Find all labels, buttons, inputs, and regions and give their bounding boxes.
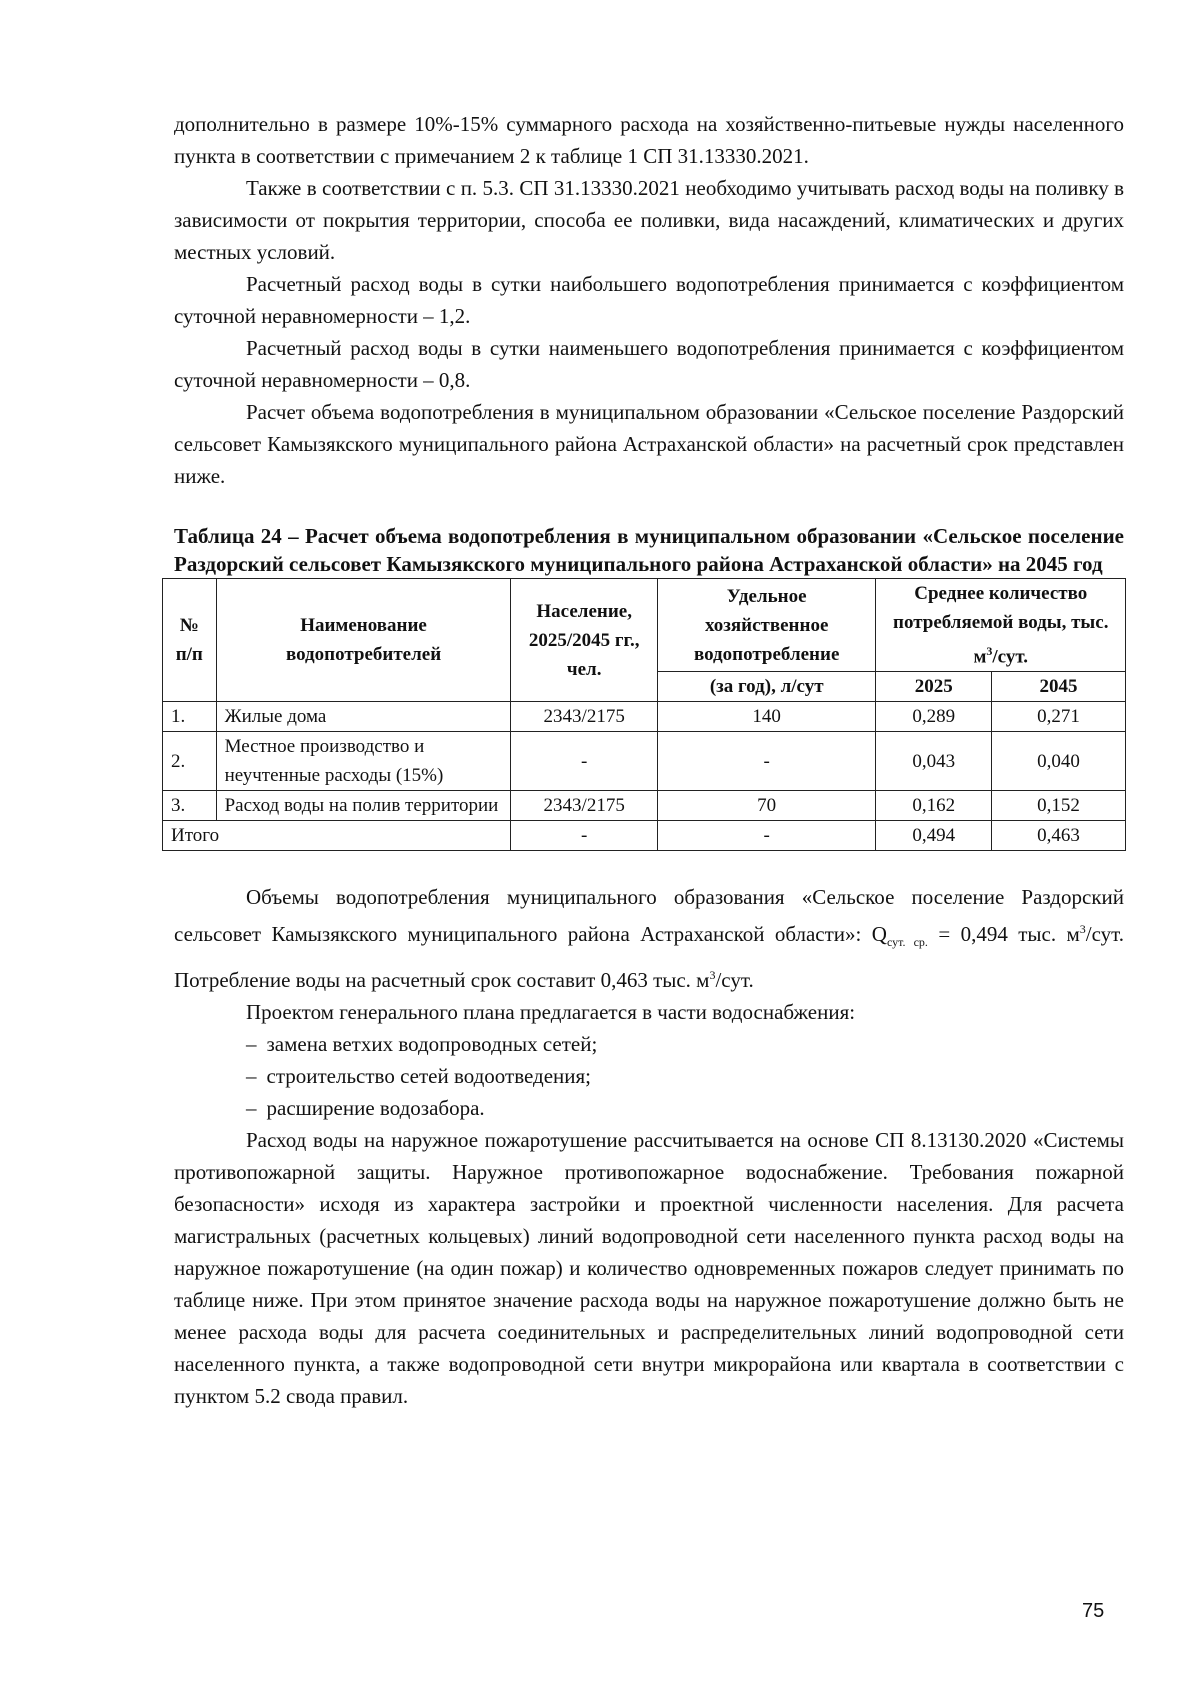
cell-2025: 0,289 — [876, 702, 991, 732]
table-row — [163, 732, 1126, 791]
cell-name: Расход воды на полив территории — [216, 791, 511, 821]
dash-mark: – — [246, 1063, 257, 1088]
paragraph-proposal: Проектом генерального плана предлагается в части водоснабжения: — [246, 999, 856, 1024]
cell-2045: 0,152 — [991, 791, 1125, 821]
dash-mark: – — [246, 1031, 257, 1056]
cell-num: 1. — [163, 702, 217, 732]
header-average — [876, 579, 1126, 672]
table-row — [163, 791, 1126, 821]
header-average-sup: 3 — [986, 644, 993, 658]
paragraph-volumes — [174, 881, 1124, 995]
cell-specific: 70 — [657, 791, 876, 821]
header-year-2025: 2025 — [876, 672, 991, 702]
volumes-text-d: /сут. — [715, 967, 754, 992]
cell-population: - — [511, 732, 657, 791]
paragraph-2: Также в соответствии с п. 5.3. СП 31.13330.2021 необходимо учитывать расход воды на поливку в зависимости от покрытия территории, способа ее поливки, вида насаждений, климатических и других местных условий. — [174, 176, 1124, 264]
list-item-text: строительство сетей водоотведения; — [266, 1063, 592, 1088]
water-consumption-table — [162, 578, 1126, 851]
volumes-text-c: /сут. Потребление воды на расчетный срок составит 0,463 тыс. м — [174, 922, 1124, 992]
header-population: Население, 2025/2045 гг., чел. — [511, 579, 657, 702]
header-year-2045: 2045 — [991, 672, 1125, 702]
cell-total-population: - — [511, 821, 657, 851]
header-name: Наименование водопотребителей — [216, 579, 511, 702]
header-specific: Удельное хозяйственное водопотребление — [657, 579, 876, 672]
cell-num: 3. — [163, 791, 217, 821]
list-item — [174, 1028, 1124, 1060]
volumes-sup-2: 3 — [709, 967, 716, 982]
volumes-text-b: = 0,494 тыс. м — [927, 922, 1080, 947]
list-item-text: расширение водозабора. — [266, 1095, 485, 1120]
volumes-sup-1: 3 — [1079, 922, 1086, 937]
paragraph-1: дополнительно в размере 10%-15% суммарного расхода на хозяйственно-питьевые нужды населенного пункта в соответствии с примечанием 2 к таблице 1 СП 31.13330.2021. — [174, 112, 1124, 168]
paragraph-fire: Расход воды на наружное пожаротушение рассчитывается на основе СП 8.13130.2020 «Системы противопожарной защиты. Наружное противопожарное водоснабжение. Требования пожарной безопасности» исходя из характера застройки и проектной численности населения. Для расчета магистральных (расчетных кольцевых) линий водопроводной сети населенного пункта расход воды на наружное пожаротушение (на один пожар) и количество одновременных пожаров следует принимать по таблице ниже. При этом принятое значение расхода воды на наружное пожаротушение должно быть не менее расхода воды для расчета соединительных и распределительных линий водопроводной сети населенного пункта, а также водопроводной сети внутри микрорайона или квартала в соответствии с пунктом 5.2 свода правил. — [174, 1127, 1124, 1408]
cell-total-specific: - — [657, 821, 876, 851]
paragraph-5: Расчет объема водопотребления в муниципальном образовании «Сельское поселение Раздорский сельсовет Камызякского муниципального района Астраханской области» на расчетный срок представлен ниже. — [174, 400, 1124, 488]
cell-2025: 0,043 — [876, 732, 991, 791]
cell-name: Жилые дома — [216, 702, 511, 732]
dash-mark: – — [246, 1095, 257, 1120]
list-item — [174, 1092, 1124, 1124]
cell-specific: 140 — [657, 702, 876, 732]
cell-2025: 0,162 — [876, 791, 991, 821]
table-total-row — [163, 821, 1126, 851]
list-item — [174, 1060, 1124, 1092]
cell-total-2045: 0,463 — [991, 821, 1125, 851]
cell-2045: 0,271 — [991, 702, 1125, 732]
table-caption: Таблица 24 – Расчет объема водопотребления в муниципальном образовании «Сельское поселение Раздорский сельсовет Камызякского муниципального района Астраханской области» на 2045 год — [174, 524, 1124, 576]
cell-2045: 0,040 — [991, 732, 1125, 791]
paragraph-3: Расчетный расход воды в сутки наибольшего водопотребления принимается с коэффициентом суточной неравномерности – 1,2. — [174, 272, 1124, 328]
cell-name: Местное производство и неучтенные расходы (15%) — [216, 732, 511, 791]
cell-total-2025: 0,494 — [876, 821, 991, 851]
cell-specific: - — [657, 732, 876, 791]
cell-population: 2343/2175 — [511, 791, 657, 821]
header-average-text: Среднее количество потребляемой воды, тыс. м — [893, 583, 1109, 668]
list-item-text: замена ветхих водопроводных сетей; — [266, 1031, 598, 1056]
cell-total-label: Итого — [163, 821, 511, 851]
document-page — [171, 108, 1124, 1412]
paragraph-4: Расчетный расход воды в сутки наименьшего водопотребления принимается с коэффициентом суточной неравномерности – 0,8. — [174, 336, 1124, 392]
cell-num: 2. — [163, 732, 217, 791]
page-number: 75 — [1082, 1600, 1105, 1622]
table-header-row — [163, 579, 1126, 672]
volumes-subscript: сут. ср. — [886, 935, 928, 950]
table-row — [163, 702, 1126, 732]
header-specific-period: (за год), л/сут — [657, 672, 876, 702]
header-num: № п/п — [163, 579, 217, 702]
volumes-text-a: Объемы водопотребления муниципального образования «Сельское поселение Раздорский сельсовет Камызякского муниципального района Астраханской области»: Q — [174, 885, 1124, 947]
cell-population: 2343/2175 — [511, 702, 657, 732]
header-average-end: /сут. — [992, 646, 1029, 668]
